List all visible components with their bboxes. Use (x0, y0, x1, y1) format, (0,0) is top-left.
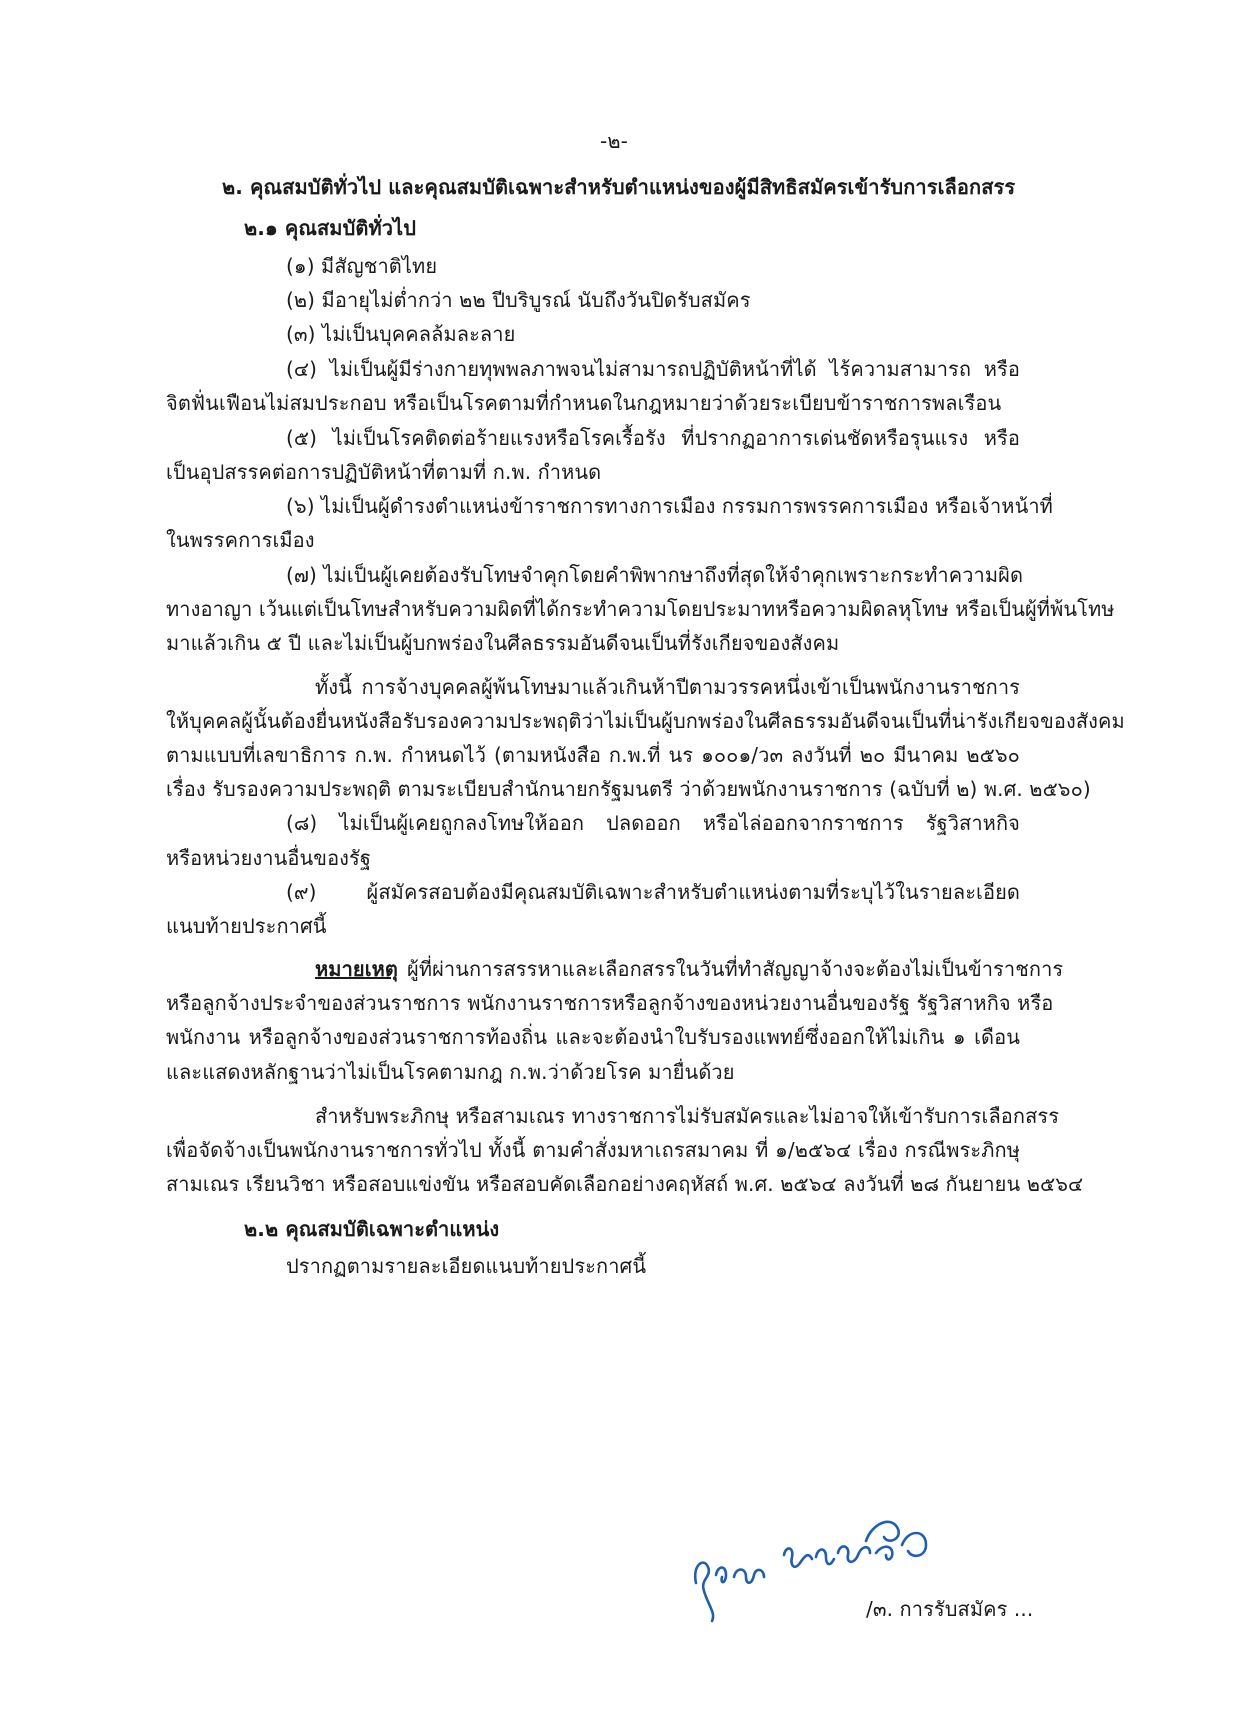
qualification-item: (๘) ไม่เป็นผู้เคยถูกลงโทษให้ออก ปลดออก หรือไล่ออกจากราชการ รัฐวิสาหกิจ (286, 811, 1020, 835)
section-2-1-heading: ๒.๑ คุณสมบัติทั่วไป (244, 216, 417, 240)
section-2-2-text: ปรากฏตามรายละเอียดแนบท้ายประกาศนี้ (286, 1254, 647, 1278)
qualification-item-cont: จิตฟั่นเฟือนไม่สมประกอบ หรือเป็นโรคตามที่กำหนดในกฎหมายว่าด้วยระเบียบข้าราชการพลเรือน (166, 391, 1002, 415)
qualification-item: (๗) ไม่เป็นผู้เคยต้องรับโทษจำคุกโดยคำพิพากษาถึงที่สุดให้จำคุกเพราะกระทำความผิด (286, 563, 1024, 587)
monk-paragraph: สำหรับพระภิกษุ หรือสามเณร ทางราชการไม่รับสมัครและไม่อาจให้เข้ารับการเลือกสรร (315, 1104, 1060, 1128)
qualification-item-cont: เป็นอุปสรรคต่อการปฏิบัติหน้าที่ตามที่ ก.พ. กำหนด (166, 460, 602, 484)
qualification-item-cont: หรือหน่วยงานอื่นของรัฐ (166, 846, 372, 870)
qualification-item: (๓) ไม่เป็นบุคคลล้มละลาย (286, 322, 516, 346)
qualification-item-cont: แนบท้ายประกาศนี้ (166, 914, 327, 938)
qualification-item: (๖) ไม่เป็นผู้ดำรงตำแหน่งข้าราชการทางการเมือง กรรมการพรรคการเมือง หรือเจ้าหน้าที่ (286, 494, 1053, 518)
monk-paragraph: สามเณร เรียนวิชา หรือสอบแข่งขัน หรือสอบคัดเลือกอย่างคฤหัสถ์ พ.ศ. ๒๕๖๔ ลงวันที่ ๒๘ กันยายน ๒๕๖๔ (166, 1172, 1084, 1196)
exception-paragraph: ตามแบบที่เลขาธิการ ก.พ. กำหนดไว้ (ตามหนังสือ ก.พ.ที่ นร ๑๐๐๑/ว๓ ลงวันที่ ๒๐ มีนาคม ๒๕๖๐ (166, 743, 1020, 767)
qualification-item-cont: มาแล้วเกิน ๕ ปี และไม่เป็นผู้บกพร่องในศีลธรรมอันดีจนเป็นที่รังเกียจของสังคม (166, 631, 840, 655)
page-number: -๒- (600, 129, 628, 153)
qualification-item: (๒) มีอายุไม่ต่ำกว่า ๒๒ ปีบริบูรณ์ นับถึงวันปิดรับสมัคร (286, 288, 751, 312)
exception-paragraph: ทั้งนี้ การจ้างบุคคลผู้พ้นโทษมาแล้วเกินห้าปีตามวรรคหนึ่งเข้าเป็นพนักงานราชการ (315, 675, 1020, 699)
monk-paragraph: เพื่อจัดจ้างเป็นพนักงานราชการทั่วไป ทั้งนี้ ตามคำสั่งมหาเถรสมาคม ที่ ๑/๒๕๖๔ เรื่อง กรณีพระภิกษุ (166, 1138, 1020, 1162)
qualification-item-cont: ในพรรคการเมือง (166, 528, 315, 552)
note-text: พนักงาน หรือลูกจ้างของส่วนราชการท้องถิ่น และจะต้องนำใบรับรองแพทย์ซึ่งออกให้ไม่เกิน ๑ เดือน (166, 1025, 1020, 1049)
note-label: หมายเหตุ (315, 957, 399, 981)
qualification-item: (๙) ผู้สมัครสอบต้องมีคุณสมบัติเฉพาะสำหรับตำแหน่งตามที่ระบุไว้ในรายละเอียด (286, 880, 1020, 904)
exception-paragraph: ให้บุคคลผู้นั้นต้องยื่นหนังสือรับรองความประพฤติว่าไม่เป็นผู้บกพร่องในศีลธรรมอันดีจนเป็นที่น่ารังเกียจของสังคม (166, 709, 1125, 733)
exception-paragraph: เรื่อง รับรองความประพฤติ ตามระเบียบสำนักนายกรัฐมนตรี ว่าด้วยพนักงานราชการ (ฉบับที่ ๒) พ.ศ. ๒๕๖๐) (166, 777, 1091, 801)
section-2-2-heading: ๒.๒ คุณสมบัติเฉพาะตำแหน่ง (244, 1217, 500, 1241)
qualification-item: (๔) ไม่เป็นผู้มีร่างกายทุพพลภาพจนไม่สามารถปฏิบัติหน้าที่ได้ ไร้ความสามารถ หรือ (286, 357, 1020, 381)
qualification-item: (๕) ไม่เป็นโรคติดต่อร้ายแรงหรือโรคเรื้อรัง ที่ปรากฏอาการเด่นชัดหรือรุนแรง หรือ (286, 426, 1020, 450)
note-text: ผู้ที่ผ่านการสรรหาและเลือกสรรในวันที่ทำสัญญาจ้างจะต้องไม่เป็นข้าราชการ (407, 957, 1064, 981)
qualification-item: (๑) มีสัญชาติไทย (286, 254, 438, 278)
section-2-heading: ๒. คุณสมบัติทั่วไป และคุณสมบัติเฉพาะสำหรับตำแหน่งของผู้มีสิทธิสมัครเข้ารับการเลือกสรร (222, 175, 1016, 199)
continuation-note: /๓. การรับสมัคร ... (866, 1597, 1034, 1621)
note-text: และแสดงหลักฐานว่าไม่เป็นโรคตามกฎ ก.พ.ว่าด้วยโรค มายื่นด้วย (166, 1060, 735, 1084)
qualification-item-cont: ทางอาญา เว้นแต่เป็นโทษสำหรับความผิดที่ได้กระทำความโดยประมาทหรือความผิดลหุโทษ หรือเป็นผู้ที่พ้นโทษ (166, 597, 1115, 621)
note-text: หรือลูกจ้างประจำของส่วนราชการ พนักงานราชการหรือลูกจ้างของหน่วยงานอื่นของรัฐ รัฐวิสาหกิจ หรือ (166, 991, 1054, 1015)
